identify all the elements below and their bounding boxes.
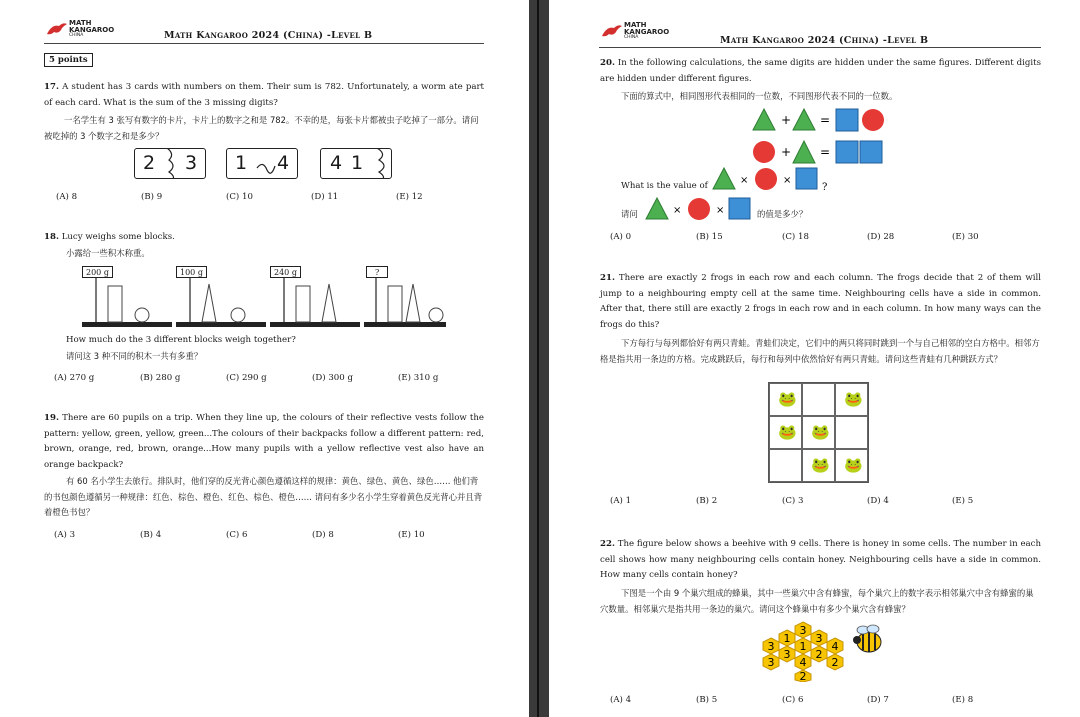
scale-4-reading: ?: [366, 266, 388, 278]
card-3-digit-left: 4: [330, 152, 343, 174]
math-kangaroo-logo: [601, 22, 669, 42]
q18-question: How much do the 3 different blocks weigh together?: [66, 335, 296, 345]
svg-text:=: =: [820, 113, 831, 127]
number-card-3: [320, 148, 392, 179]
card-1-digit-left: 2: [143, 152, 156, 174]
hive-cell-value: 4: [799, 656, 807, 669]
svg-text:+: +: [781, 113, 792, 127]
q18-chinese: 小露给一些积木称重。: [66, 248, 150, 258]
q19-body: There are 60 pupils on a trip. When they line up, the colours of their reflective vests follow the pattern: yellow, green, yellow, green...The colours of their backpacks follow a different pattern: red, brown, orange, red, brown, orange...How many pupils with a yellow reflective vest also have an orange backpack?: [44, 413, 484, 470]
q17-option-c[interactable]: (C) 10: [226, 192, 253, 202]
page-header-title: Math Kangaroo 2024 (China) -Level B: [164, 30, 373, 41]
svg-text:×: ×: [716, 205, 725, 216]
grid-cell: [802, 416, 835, 449]
square-icon: [729, 198, 750, 219]
circle-icon: [755, 168, 777, 190]
frog-icon: 🐸: [811, 456, 830, 474]
hive-cell-value: 1: [799, 640, 807, 653]
grid-cell: [835, 416, 868, 449]
q19-number: 19.: [44, 413, 59, 423]
triangle-icon: [646, 198, 668, 219]
q17-body: A student has 3 cards with numbers on them. Their sum is 782. Unfortunately, a worm ate part of each card. What is the sum of the 3 missing digits?: [44, 82, 485, 108]
hive-cell-value: 3: [783, 648, 791, 661]
square-icon: [836, 141, 858, 163]
page-gutter: [529, 0, 549, 717]
q20-option-e[interactable]: (E) 30: [952, 232, 979, 242]
q18-body: Lucy weighs some blocks.: [61, 232, 175, 242]
q19-text: [44, 411, 484, 473]
q18-option-c[interactable]: (C) 290 g: [226, 373, 267, 383]
frog-icon: 🐸: [844, 456, 863, 474]
hive-cell-value: 3: [799, 624, 807, 637]
hive-cell-value: 4: [831, 640, 839, 653]
kangaroo-logo-icon: [46, 20, 68, 36]
q20-option-d[interactable]: (D) 28: [867, 232, 895, 242]
q19-option-e[interactable]: (E) 10: [398, 530, 425, 540]
q21-option-d[interactable]: (D) 4: [867, 496, 889, 506]
logo-text: MATH KANGAROO CHINA: [69, 19, 115, 38]
gutter-divider: [537, 0, 539, 717]
q20-option-a[interactable]: (A) 0: [610, 232, 632, 242]
q21-option-b[interactable]: (B) 2: [696, 496, 718, 506]
svg-text:?: ?: [822, 182, 828, 192]
q20-option-b[interactable]: (B) 15: [696, 232, 723, 242]
kangaroo-logo-icon: [601, 22, 623, 38]
q17-option-d[interactable]: (D) 11: [311, 192, 339, 202]
points-label: 5 points: [44, 53, 93, 67]
q20-expression-cn: [645, 196, 755, 222]
number-card-1: [134, 148, 206, 179]
q21-chinese: 下方每行与每列都恰好有两只青蛙。青蛙们决定，它们中的两只将同时跳到一个与自己相邻的空白方格中。相邻方格是指共用一条边的方格。完成跳跃后，每行和每列中依然恰好有两只青蛙。请问这些青蛙有几种跳跃方式？: [600, 338, 1040, 364]
scale-4: [364, 270, 446, 327]
math-kangaroo-logo: [46, 20, 114, 40]
q19-option-c[interactable]: (C) 6: [226, 530, 248, 540]
q18-option-a[interactable]: (A) 270 g: [54, 373, 95, 383]
q22-option-d[interactable]: (D) 7: [867, 695, 889, 705]
q20-text: [600, 56, 1041, 87]
q21-option-c[interactable]: (C) 3: [782, 496, 804, 506]
scale-1: [82, 270, 172, 327]
header-rule: [44, 43, 484, 44]
q19-option-b[interactable]: (B) 4: [140, 530, 162, 540]
hive-cell-value: 2: [815, 648, 823, 661]
square-icon: [836, 109, 858, 131]
scale-2-reading: 100 g: [176, 266, 207, 278]
worm-bite-mark: [255, 148, 277, 179]
q17-text: [44, 80, 484, 111]
q22-option-b[interactable]: (B) 5: [696, 695, 718, 705]
q22-text: [600, 537, 1041, 584]
hive-cell-value: 3: [767, 640, 775, 653]
grid-cell: [769, 449, 802, 482]
q18-number: 18.: [44, 232, 59, 242]
hive-cell-value: 2: [799, 670, 807, 682]
q20-number: 20.: [600, 58, 615, 68]
q18-option-b[interactable]: (B) 280 g: [140, 373, 181, 383]
q19-chinese: 有 60 名小学生去旅行。排队时，他们穿的反光背心颜色遵循这样的规律：黄色、绿色、黄色、绿色…… 他们背的书包颜色遵循另一种规律：红色、棕色、橙色、红色、棕色、橙色…… 请问有多少名小学生穿着黄色反光背心并且背着橙色书包？: [44, 476, 483, 517]
left-page: [0, 0, 529, 717]
logo-text: MATH KANGAROO CHINA: [624, 21, 670, 40]
hive-cell-value: 1: [783, 632, 791, 645]
frog-icon: 🐸: [778, 390, 797, 408]
q17-option-b[interactable]: (B) 9: [141, 192, 163, 202]
card-3-digit-right: 1: [351, 152, 364, 174]
card-2-digit-left: 1: [235, 152, 248, 174]
grid-cell: [802, 449, 835, 482]
card-1-digit-right: 3: [185, 152, 198, 174]
bee-icon: [849, 622, 885, 656]
q22-option-e[interactable]: (E) 8: [952, 695, 974, 705]
q20-chinese-prompt: 请问: [621, 209, 638, 219]
grid-cell: [835, 449, 868, 482]
q21-number: 21.: [600, 273, 615, 283]
circle-icon: [753, 141, 775, 163]
q20-question: What is the value of: [621, 181, 708, 191]
hive-cell-value: 3: [767, 656, 775, 669]
scale-3-reading: 240 g: [270, 266, 301, 278]
q22-option-a[interactable]: (A) 4: [610, 695, 632, 705]
q20-option-c[interactable]: (C) 18: [782, 232, 809, 242]
q22-option-c[interactable]: (C) 6: [782, 695, 804, 705]
svg-text:×: ×: [740, 175, 749, 186]
q22-body: The figure below shows a beehive with 9 cells. There is honey in some cells. The number in each cell shows how many neighbouring cells contain honey. Neighbouring cells have a side in common. How many cells contain honey?: [600, 539, 1041, 580]
q18-chinese-question: 请问这 3 种不同的积木一共有多重？: [66, 351, 203, 361]
q17-chinese: 一名学生有 3 张写有数字的卡片，卡片上的数字之和是 782。不幸的是，每张卡片都被虫子吃掉了一部分。请问被吃掉的 3 个数字之和是多少？: [44, 115, 479, 141]
q21-option-e[interactable]: (E) 5: [952, 496, 974, 506]
hive-cell-value: 3: [815, 632, 823, 645]
hive-cell-value: 2: [831, 656, 839, 669]
q20-expression: [712, 166, 832, 192]
grid-cell: [802, 383, 835, 416]
square-icon: [796, 168, 817, 189]
frog-icon: 🐸: [844, 390, 863, 408]
card-2-digit-right: 4: [277, 152, 290, 174]
grid-cell: [769, 383, 802, 416]
shape-equations: [749, 104, 899, 174]
page-header-title: Math Kangaroo 2024 (China) -Level B: [720, 35, 929, 46]
q19-option-a[interactable]: (A) 3: [54, 530, 76, 540]
svg-text:×: ×: [783, 175, 792, 186]
q21-option-a[interactable]: (A) 1: [610, 496, 632, 506]
beehive-figure: [754, 620, 850, 682]
frog-icon: 🐸: [811, 423, 830, 441]
q17-number: 17.: [44, 82, 59, 92]
scales-figure: [80, 264, 450, 330]
right-page: [549, 0, 1080, 717]
scale-3: [270, 270, 360, 327]
q21-text: [600, 271, 1041, 333]
triangle-icon: [713, 168, 735, 189]
q19-option-d[interactable]: (D) 8: [312, 530, 334, 540]
worm-bite-mark: [373, 148, 393, 179]
grid-cell: [835, 383, 868, 416]
equation-row-1: [753, 109, 884, 131]
q22-chinese: 下图是一个由 9 个巢穴组成的蜂巢，其中一些巢穴中含有蜂蜜，每个巢穴上的数字表示相邻巢穴中含有蜂蜜的巢穴数量。相邻巢穴是指共用一条边的巢穴。请问这个蜂巢中有多少个巢穴含有蜂蜜？: [600, 588, 1034, 614]
scale-2: [176, 270, 266, 327]
frog-icon: 🐸: [778, 423, 797, 441]
header-rule: [599, 47, 1041, 48]
q21-body: There are exactly 2 frogs in each row and each column. The frogs decide that 2 of them will jump to a neighbouring empty cell at the same time. Neighbouring cells have a side in common. After that, there still are exactly 2 frogs in each row and in each column. In how many ways can the frogs do this?: [600, 273, 1041, 330]
svg-text:×: ×: [673, 205, 682, 216]
circle-icon: [688, 198, 710, 220]
svg-text:=: =: [820, 145, 831, 159]
q20-chinese: 下面的算式中，相同图形代表相同的一位数，不同图形代表不同的一位数。: [621, 91, 898, 101]
grid-cell: [769, 416, 802, 449]
circle-icon: [862, 109, 884, 131]
square-icon: [860, 141, 882, 163]
q20-chinese-suffix: 的值是多少？: [757, 209, 808, 219]
worm-bite-mark: [165, 148, 181, 179]
q17-option-e[interactable]: (E) 12: [396, 192, 423, 202]
q18-option-e[interactable]: (E) 310 g: [398, 373, 439, 383]
scale-1-reading: 200 g: [82, 266, 113, 278]
q20-body: In the following calculations, the same digits are hidden under the same figures. Different digits are hidden under different figures.: [600, 58, 1042, 84]
q22-number: 22.: [600, 539, 615, 549]
equation-row-2: [753, 141, 882, 163]
q18-text: [44, 230, 484, 246]
q18-option-d[interactable]: (D) 300 g: [312, 373, 353, 383]
number-card-2: [226, 148, 298, 179]
triangle-icon: [793, 141, 815, 163]
triangle-icon: [753, 109, 775, 130]
triangle-icon: [793, 109, 815, 130]
svg-text:+: +: [781, 145, 792, 159]
frog-grid: [768, 382, 869, 483]
q17-option-a[interactable]: (A) 8: [56, 192, 78, 202]
